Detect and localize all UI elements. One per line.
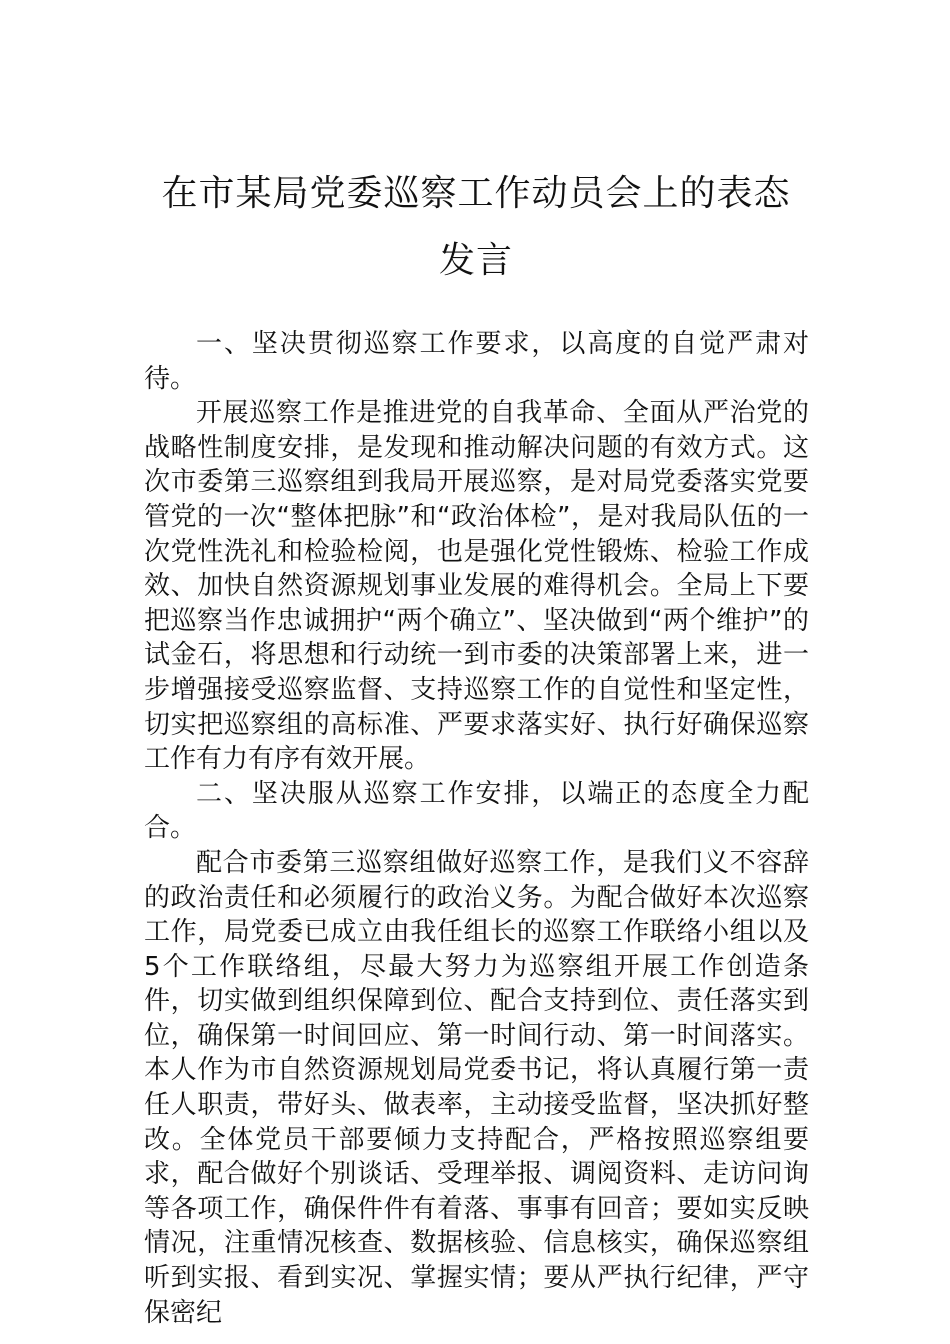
body-paragraph-2: 配合市委第三巡察组做好巡察工作，是我们义不容辞的政治责任和必须履行的政治义务。为配合做好本次巡察工作，局党委已成立由我任组长的巡察工作联络小组以及5个工作联络组，尽最大努力为巡察组开展工作创造条件，切实做到组织保障到位、配合支持到位、责任落实到位，确保第一时间回应、第一时间行动、第一时间落实。本人作为市自然资源规划局党委书记，将认真履行第一责任人职责，带好头、做表率，主动接受监督，坚决抓好整改。全体党员干部要倾力支持配合，严格按照巡察组要求，配合做好个别谈话、受理举报、调阅资料、走访问询等各项工作，确保件件有着落、事事有回音；要如实反映情况，注重情况核查、数据核验、信息核实，确保巡察组听到实报、看到实况、掌握实情；要从严执行纪律，严守保密纪 xyxy=(144,847,809,1328)
document-body xyxy=(144,327,809,1330)
body-paragraph-1: 开展巡察工作是推进党的自我革命、全面从严治党的战略性制度安排，是发现和推动解决问题的有效方式。这次市委第三巡察组到我局开展巡察，是对局党委落实党要管党的一次“整体把脉”和“政治体检”，是对我局队伍的一次党性洗礼和检验检阅，也是强化党性锻炼、检验工作成效、加快自然资源规划事业发展的难得机会。全局上下要把巡察当作忠诚拥护“两个确立”、坚决做到“两个维护”的试金石，将思想和行动统一到市委的决策部署上来，进一步增强接受巡察监督、支持巡察工作的自觉性和坚定性，切实把巡察组的高标准、严要求落实好、执行好确保巡察工作有力有序有效开展。 xyxy=(144,398,809,775)
section-heading-1: 一、坚决贯彻巡察工作要求，以高度的自觉严肃对待。 xyxy=(144,329,809,394)
section-heading-2: 二、坚决服从巡察工作安排，以端正的态度全力配合。 xyxy=(144,778,809,844)
document-title: 在市某局党委巡察工作动员会上的表态发言 xyxy=(161,173,791,281)
